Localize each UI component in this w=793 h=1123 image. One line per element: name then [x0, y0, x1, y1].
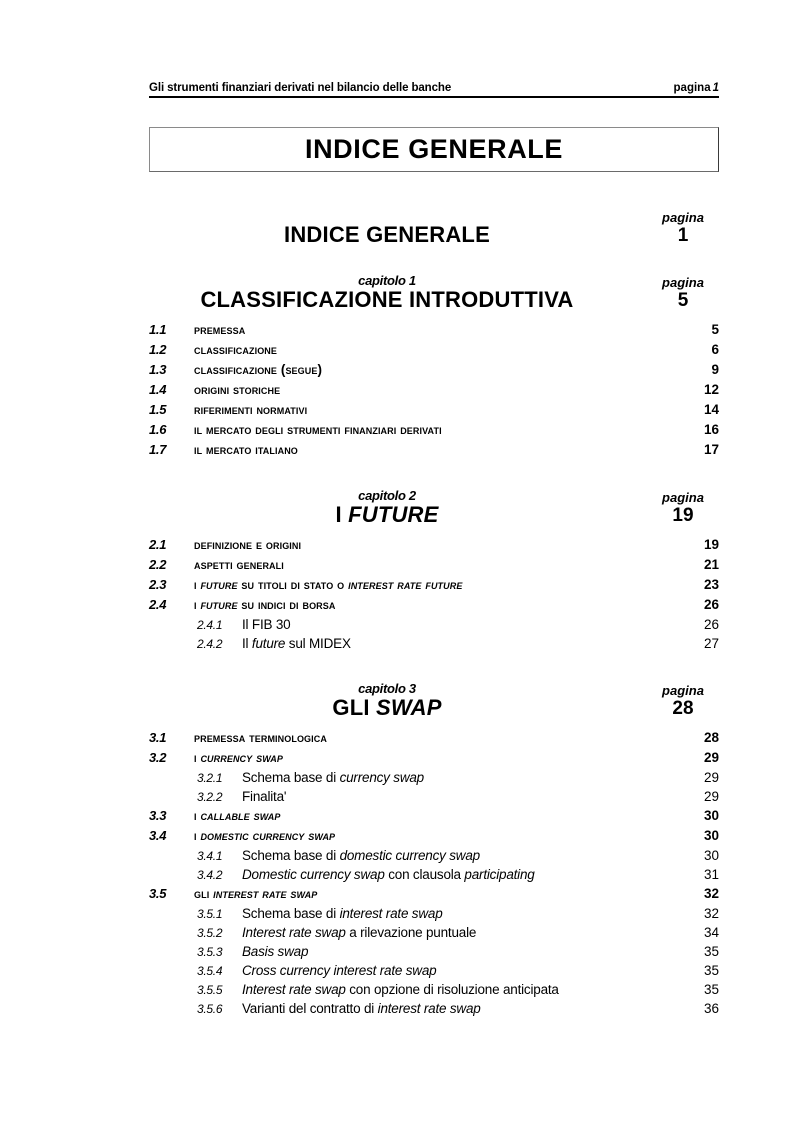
toc-chapter-3-name-plain: GLI [332, 695, 376, 720]
toc-entry-label [194, 557, 667, 572]
toc-chapter-1-name: CLASSIFICAZIONE INTRODUTTIVA [200, 287, 574, 312]
toc-subentry-number: 3.5.1 [197, 907, 223, 921]
toc-subentry[interactable] [149, 1001, 719, 1020]
page-title: INDICE GENERALE [304, 134, 564, 164]
toc-subentry-label-term-2: participating [464, 867, 535, 882]
toc-entry-number: 2.1 [149, 537, 167, 552]
toc-entry-page: 23 [703, 577, 719, 592]
toc-entry[interactable] [149, 342, 719, 362]
toc-subentry-label-term-1: Domestic currency swap [242, 867, 385, 882]
toc-entry-label-text-a: classificazione (segue) [194, 362, 323, 377]
toc-entry-label-text-a: i [194, 597, 201, 612]
toc-entry-label [194, 577, 667, 592]
toc-subentry-label [242, 617, 667, 632]
toc-subentry-label-text-a: Il FIB 30 [242, 617, 291, 632]
toc-subentry-number: 3.5.5 [197, 983, 223, 997]
toc-entry-page: 21 [703, 557, 719, 572]
toc-entry-page: 17 [703, 442, 719, 457]
toc-subentry-page: 35 [703, 982, 719, 997]
toc-index-entry-page: 1 [677, 225, 689, 246]
toc-chapter-2[interactable] [149, 488, 719, 527]
toc-chapter-2-kicker: capitolo 2 [358, 488, 416, 503]
toc-subentry-number: 3.2.1 [197, 771, 223, 785]
toc-subentry[interactable] [149, 925, 719, 944]
toc-entry-label-text-a: i [194, 808, 201, 823]
toc-subentry-label-text-b: con clausola [384, 867, 465, 882]
toc-subentry-label-term-1: Interest rate swap [242, 925, 346, 940]
toc-entry-label-text-a: i [194, 577, 201, 592]
toc-subentry-label [242, 963, 667, 978]
toc-entry[interactable] [149, 577, 719, 597]
toc-chapter-1-rows [149, 322, 719, 462]
toc-entry-number: 1.5 [149, 402, 167, 417]
toc-entry[interactable] [149, 322, 719, 342]
toc-subentry-number: 3.5.3 [197, 945, 223, 959]
toc-index-entry[interactable] [149, 210, 719, 247]
toc-chapter-2-rows [149, 537, 719, 655]
toc-entry[interactable] [149, 808, 719, 828]
toc-subentry-label [242, 944, 667, 959]
toc-subentry[interactable] [149, 944, 719, 963]
toc-subentry-page: 31 [703, 867, 719, 882]
toc-entry-label-term-1: future [200, 597, 238, 612]
toc-entry-label-text-a: aspetti generali [194, 557, 284, 572]
toc-entry-label-text-a: i [194, 750, 201, 765]
toc-subentry-label-term-1: currency swap [339, 770, 424, 785]
toc-entry-page: 6 [711, 342, 719, 357]
running-header-page-label: pagina [673, 82, 711, 94]
toc-subentry-label [242, 848, 667, 863]
toc-entry-label-term-2: interest rate future [348, 577, 463, 592]
toc-entry-label-term-1: domestic currency swap [200, 828, 336, 843]
toc-entry[interactable] [149, 537, 719, 557]
toc-entry-label [194, 322, 667, 337]
toc-entry-page: 16 [703, 422, 719, 437]
toc-subentry-label-text-a: Varianti del contratto di [242, 1001, 378, 1016]
running-header-title: Gli strumenti finanziari derivati nel bilancio delle banche [149, 82, 452, 94]
toc-entry-label-text-a: il mercato italiano [194, 442, 298, 457]
toc-subentry-label-term-1: interest rate swap [377, 1001, 481, 1016]
toc-subentry[interactable] [149, 906, 719, 925]
toc-index-entry-name: INDICE GENERALE [284, 222, 490, 247]
toc-entry[interactable] [149, 828, 719, 848]
toc-entry-label [194, 342, 667, 357]
toc-subentry-number: 3.4.1 [197, 849, 223, 863]
running-header-page-number: 1 [712, 82, 719, 94]
toc-chapter-1-kicker: capitolo 1 [358, 273, 416, 288]
toc-entry-label-text-b: su indici di borsa [237, 597, 336, 612]
toc-subentry[interactable] [149, 617, 719, 636]
toc-entry-label [194, 362, 667, 377]
toc-subentry-number: 3.5.2 [197, 926, 223, 940]
toc-subentry-label-term-1: future [251, 636, 286, 651]
toc-entry-page: 19 [703, 537, 719, 552]
toc-subentry-page: 32 [703, 906, 719, 921]
toc-chapter-3-page: 28 [672, 698, 694, 719]
toc-entry[interactable] [149, 730, 719, 750]
toc-subentry-label-text-b: a rilevazione puntuale [345, 925, 477, 940]
toc-entry-label [194, 537, 667, 552]
toc-subentry[interactable] [149, 636, 719, 655]
toc-chapter-2-name-italic: FUTURE [348, 502, 439, 527]
toc-entry-number: 1.2 [149, 342, 167, 357]
toc-chapter-2-name [149, 503, 625, 527]
toc-subentry-number: 3.5.4 [197, 964, 223, 978]
table-of-contents [149, 210, 719, 1020]
toc-entry-label [194, 442, 667, 457]
toc-entry-label [194, 750, 667, 765]
toc-chapter-1-page-label: pagina [662, 275, 704, 290]
toc-entry-label-term-1: interest rate swap [213, 886, 318, 901]
toc-entry-label-text-a: i [194, 828, 201, 843]
toc-chapter-3-name-italic: SWAP [375, 695, 442, 720]
toc-index-entry-page-label: pagina [662, 210, 704, 225]
toc-chapter-3[interactable] [149, 681, 719, 720]
toc-subentry-page: 29 [703, 789, 719, 804]
toc-subentry-number: 2.4.2 [197, 637, 223, 651]
toc-entry-number: 2.2 [149, 557, 167, 572]
toc-entry-label-term-1: future [200, 577, 238, 592]
toc-subentry-label [242, 925, 667, 940]
toc-entry-number: 2.4 [149, 597, 167, 612]
toc-subentry-page: 36 [703, 1001, 719, 1016]
toc-entry-page: 32 [703, 886, 719, 901]
toc-subentry-page: 30 [703, 848, 719, 863]
toc-entry-page: 29 [703, 750, 719, 765]
toc-entry-label-text-a: definizione e origini [194, 537, 302, 552]
toc-subentry-label [242, 982, 667, 997]
running-header [149, 76, 719, 98]
toc-entry-number: 3.3 [149, 808, 167, 823]
main-title-box [149, 127, 719, 172]
toc-entry-label [194, 808, 667, 823]
toc-entry-page: 30 [703, 808, 719, 823]
toc-entry[interactable] [149, 597, 719, 617]
toc-entry-number: 1.1 [149, 322, 167, 337]
toc-entry-number: 1.4 [149, 382, 167, 397]
toc-entry[interactable] [149, 886, 719, 906]
toc-subentry-label-term-1: interest rate swap [339, 906, 443, 921]
toc-entry-page: 12 [703, 382, 719, 397]
toc-subentry-label-term-1: domestic currency swap [339, 848, 480, 863]
toc-chapter-2-page-label: pagina [662, 490, 704, 505]
toc-subentry-label [242, 636, 667, 651]
toc-entry-page: 26 [703, 597, 719, 612]
toc-entry[interactable] [149, 442, 719, 462]
toc-entry-label [194, 422, 667, 437]
toc-entry-number: 3.5 [149, 886, 167, 901]
toc-entry[interactable] [149, 382, 719, 402]
toc-subentry[interactable] [149, 848, 719, 867]
toc-entry-label [194, 382, 667, 397]
toc-subentry-label-text-a: Schema base di [242, 848, 340, 863]
toc-entry[interactable] [149, 422, 719, 442]
toc-entry-label [194, 828, 667, 843]
toc-entry-label-text-a: riferimenti normativi [194, 402, 308, 417]
toc-entry-page: 28 [703, 730, 719, 745]
toc-chapter-3-kicker: capitolo 3 [358, 681, 416, 696]
toc-entry[interactable] [149, 402, 719, 422]
toc-subentry[interactable] [149, 982, 719, 1001]
toc-subentry[interactable] [149, 963, 719, 982]
toc-chapter-2-page: 19 [672, 505, 694, 526]
toc-entry-label-text-a: premessa [194, 322, 246, 337]
toc-subentry-number: 3.5.6 [197, 1002, 223, 1016]
toc-entry-label-text-a: premessa terminologica [194, 730, 327, 745]
toc-subentry-label [242, 789, 667, 804]
toc-subentry-page: 35 [703, 944, 719, 959]
toc-entry-label [194, 886, 667, 901]
toc-entry[interactable] [149, 750, 719, 770]
toc-chapter-2-name-plain: I [335, 502, 349, 527]
toc-chapter-1-page: 5 [677, 290, 689, 311]
toc-subentry-label [242, 1001, 667, 1016]
toc-subentry-page: 26 [703, 617, 719, 632]
toc-entry-label-term-1: currency swap [200, 750, 284, 765]
toc-entry-label-term-1: callable swap [200, 808, 281, 823]
toc-entry[interactable] [149, 557, 719, 577]
toc-entry-label-text-a: classificazione [194, 342, 278, 357]
toc-entry-label-text-a: origini storiche [194, 382, 281, 397]
toc-entry-label [194, 597, 667, 612]
toc-entry-label [194, 402, 667, 417]
toc-subentry[interactable] [149, 867, 719, 886]
toc-chapter-3-page-label: pagina [662, 683, 704, 698]
toc-entry-number: 3.2 [149, 750, 167, 765]
toc-entry-page: 30 [703, 828, 719, 843]
toc-subentry-number: 3.4.2 [197, 868, 223, 882]
toc-subentry-page: 35 [703, 963, 719, 978]
toc-subentry-label-text-a: Finalita' [242, 789, 287, 804]
toc-subentry-label-text-a: Schema base di [242, 906, 340, 921]
toc-entry-page: 9 [711, 362, 719, 377]
running-header-page [674, 82, 719, 96]
toc-subentry-label-term-1: Cross currency interest rate swap [242, 963, 437, 978]
toc-subentry-label-term-1: Interest rate swap [242, 982, 346, 997]
toc-entry-number: 3.1 [149, 730, 167, 745]
toc-entry-number: 1.3 [149, 362, 167, 377]
toc-subentry-page: 34 [703, 925, 719, 940]
toc-subentry-label [242, 906, 667, 921]
toc-entry-label-text-b: su titoli di stato o [237, 577, 349, 592]
toc-entry-label [194, 730, 667, 745]
toc-chapter-3-name [149, 696, 625, 720]
toc-subentry-page: 27 [703, 636, 719, 651]
toc-subentry-label [242, 770, 667, 785]
toc-entry-number: 3.4 [149, 828, 167, 843]
toc-entry-page: 5 [711, 322, 719, 337]
toc-subentry-number: 3.2.2 [197, 790, 223, 804]
toc-subentry-label-text-a: Il [242, 636, 252, 651]
toc-entry[interactable] [149, 362, 719, 382]
toc-subentry-label-text-a: Schema base di [242, 770, 340, 785]
toc-subentry[interactable] [149, 789, 719, 808]
toc-subentry[interactable] [149, 770, 719, 789]
toc-entry-label-text-a: gli [194, 886, 214, 901]
toc-subentry-page: 29 [703, 770, 719, 785]
toc-subentry-number: 2.4.1 [197, 618, 223, 632]
toc-chapter-1[interactable] [149, 273, 719, 312]
toc-chapter-3-rows [149, 730, 719, 1020]
toc-entry-number: 1.6 [149, 422, 167, 437]
toc-subentry-label [242, 867, 667, 882]
toc-entry-page: 14 [703, 402, 719, 417]
toc-subentry-label-term-1: Basis swap [242, 944, 309, 959]
toc-entry-number: 1.7 [149, 442, 167, 457]
toc-subentry-label-text-b: con opzione di risoluzione anticipata [345, 982, 559, 997]
toc-subentry-label-text-b: sul MIDEX [285, 636, 351, 651]
toc-entry-number: 2.3 [149, 577, 167, 592]
toc-entry-label-text-a: il mercato degli strumenti finanziari derivati [194, 422, 442, 437]
